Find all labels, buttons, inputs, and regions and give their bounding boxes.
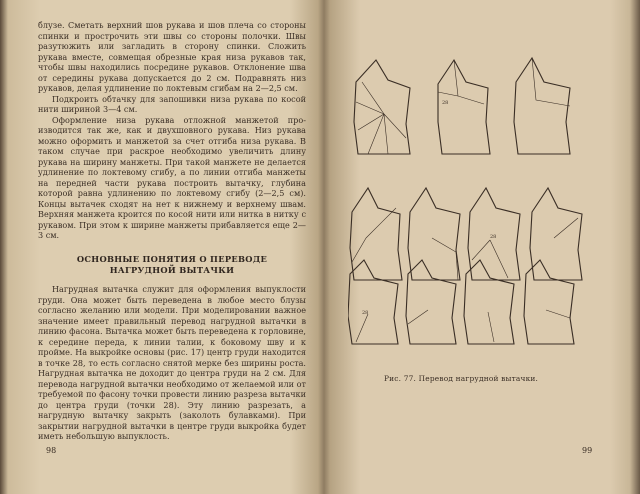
pattern-row-2 xyxy=(350,188,582,280)
pattern-piece-4-lines xyxy=(352,208,396,262)
left-page-text xyxy=(38,20,306,241)
pattern-piece-7 xyxy=(530,188,582,280)
pattern-piece-2-lines xyxy=(438,60,484,104)
point-label: 28 xyxy=(490,234,497,240)
page-number-right: 99 xyxy=(582,446,593,455)
pattern-piece-3 xyxy=(514,58,570,154)
pattern-piece-6-lines xyxy=(472,240,508,278)
paragraph-1: блузе. Сметать верхний шов рукава и шов плеча со стороны спинки и прострочить эти швы со стороны полочки. Швы разутюжить или загладить в сторону спинки. Сложить рукава вместе, совмещая обрезные края низа рукавов так, чтобы швы находились посредине рукавов. Отклонение шва от середины рукава допускается до 2 см. Подравнять низ рукавов, делая удлинение по локтевым сгибам на 2—2,5 см. xyxy=(38,20,306,93)
heading-line-2: НАГРУДНОЙ ВЫТАЧКИ xyxy=(109,265,235,275)
pattern-figure xyxy=(348,42,596,352)
pattern-piece-9 xyxy=(406,260,456,344)
page-number-left: 98 xyxy=(46,446,57,455)
pattern-piece-7-lines xyxy=(554,218,578,238)
pattern-piece-1 xyxy=(354,60,410,154)
point-label: 28 xyxy=(442,100,449,106)
paragraph-2: Подкроить обтачку для запошивки низа рукава по косой нити шириной 3—4 см. xyxy=(38,93,306,114)
pattern-row-3-lines xyxy=(356,310,570,342)
pattern-row-3 xyxy=(348,260,574,344)
pattern-illustration xyxy=(348,42,596,352)
pattern-piece-11 xyxy=(524,260,574,344)
point-label: 28 xyxy=(362,310,369,316)
paragraph-3: Оформление низа рукава отложной манжетой производится так же, как и двухшовного рукава. Низ рукава можно оформить и манжетой за счет отгиба низа рукава. В таком случае при раскрое необходимо увеличить длину рукава на ширину манжеты. При такой манжете не делается удлинение по локтевому сгибу, а по линии отгиба манжеты на передней части рукава построить вытачку, глубина которой равна удлинению по локтевому сгибу (2—2,5 см). Концы вытачек сходят на нет к нижнему и верхнему швам. Верхняя манжета кроится по косой нити или нитка в нитку с рукавом. При этом к ширине манжеты прибавляется еще 2—3 см. xyxy=(38,114,306,240)
pattern-piece-5-lines xyxy=(432,238,458,280)
left-page-text-2 xyxy=(38,284,306,442)
pattern-piece-1-lines xyxy=(356,82,406,154)
figure-caption: Рис. 77. Перевод нагрудной вытачки. xyxy=(384,374,539,383)
pattern-point-labels xyxy=(362,100,496,316)
heading-line-1: ОСНОВНЫЕ ПОНЯТИЯ О ПЕРЕВОДЕ xyxy=(76,254,268,264)
paragraph-4: Нагрудная вытачка служит для оформления выпуклости груди. Она может быть переведена в любое место блузы согласно желанию или модели. При моделировании важное значение имеет правильный перевод нагрудной вытачки в линию фасона. Вытачка может быть переведена к горловине, к середине переда, к линии талии, к боковому шву и к пройме. На выкройке основы (рис. 17) центр груди находится в точке 28, то есть согласно снятой мерке без ширины роста. Нагрудная вытачка не доходит до центра груди на 2 см. Для перевода нагрудной вытачки необходимо от желаемой или от требуемой по фасону точки провести линию разреза вытачки до центра груди (точки 28). Эту линию разрезать, а нагрудную вытачку закрыть (заколоть булавками). При закрытии нагрудной вытачки в центре груди выкройка будет иметь небольшую выпуклость. xyxy=(38,284,306,441)
pattern-piece-2 xyxy=(438,60,490,154)
pattern-piece-3-lines xyxy=(532,58,570,106)
section-heading xyxy=(38,254,306,276)
pattern-row-1 xyxy=(354,58,570,154)
pattern-piece-8 xyxy=(348,260,398,344)
